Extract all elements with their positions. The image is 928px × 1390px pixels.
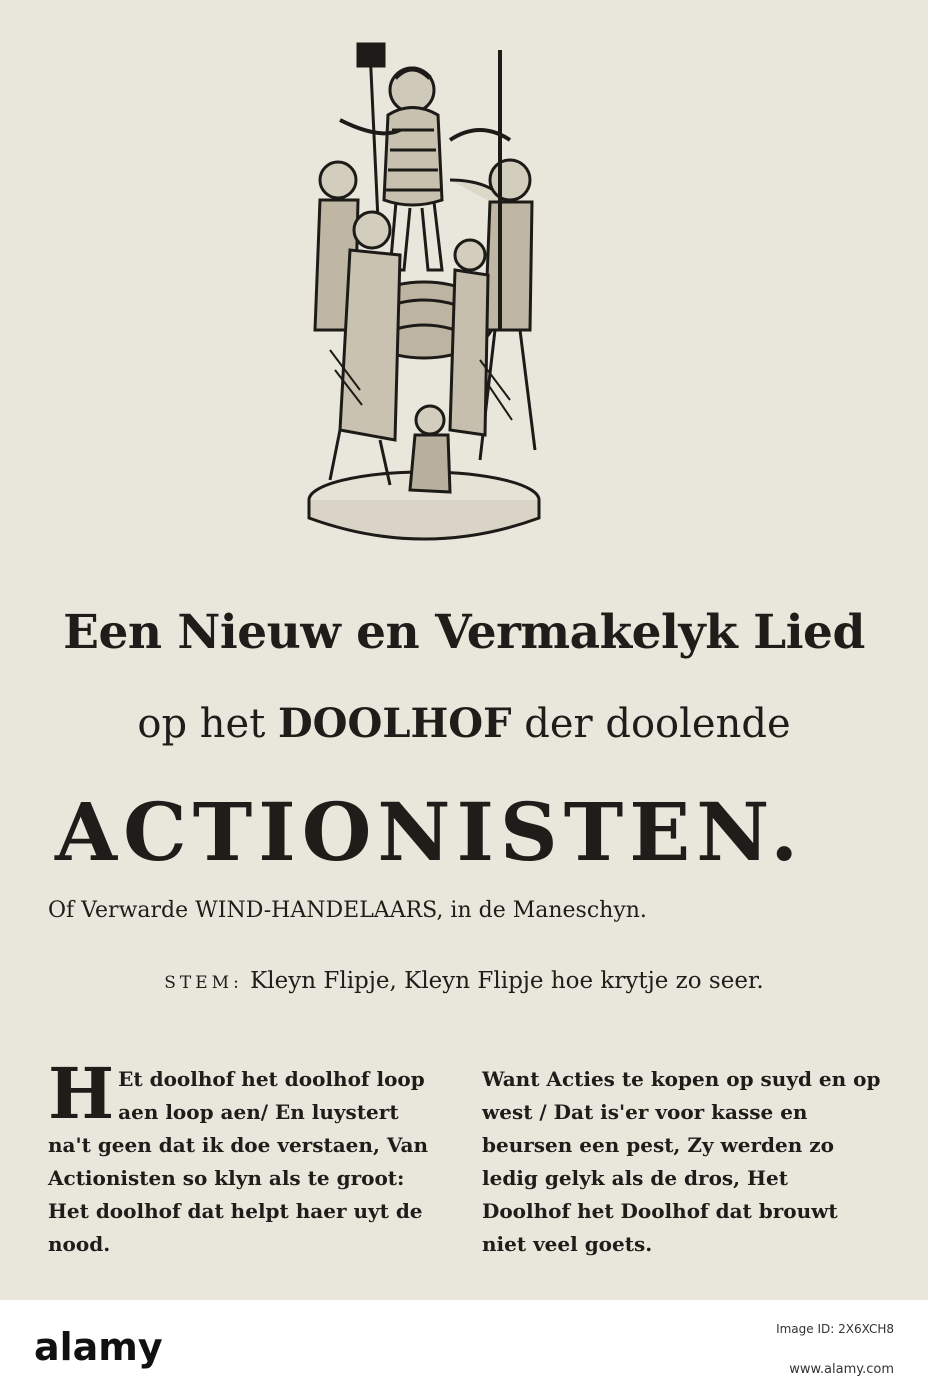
watermark-url: www.alamy.com xyxy=(789,1362,894,1377)
tune-text: Kleyn Flipje, Kleyn Flipje hoe krytje zo seer. xyxy=(242,968,764,994)
title-line-2-prefix: op het xyxy=(137,701,278,747)
tune-line xyxy=(0,968,928,994)
title-line-3: ACTIONISTEN. xyxy=(55,785,805,879)
subtitle: Of Verwarde WIND-HANDELAARS, in de Maneschyn. xyxy=(48,898,647,923)
title-line-2-doolhof: DOOLHOF xyxy=(277,700,512,747)
watermark-logo: alamy xyxy=(34,1325,163,1369)
woodcut-illustration xyxy=(300,30,548,550)
title-line-2 xyxy=(0,700,928,747)
verse-left xyxy=(48,1052,448,1261)
tune-label: STEM: xyxy=(164,973,243,993)
watermark-image-id: Image ID: 2X6XCH8 xyxy=(776,1322,894,1336)
title-line-1: Een Nieuw en Vermakelyk Lied xyxy=(63,605,865,660)
verse-right-text: Want Acties te kopen op suyd en op west / Dat is'er voor kasse en beursen een pest, Zy werden zo ledig gelyk als de dros, Het Doolhof het Doolhof dat brouwt niet veel goets. xyxy=(482,1067,881,1256)
verse-right xyxy=(482,1063,882,1261)
verse-left-text: Et doolhof het doolhof loop aen loop aen/ En luystert na't geen dat ik doe verstaen, Van Actionisten so klyn als te groot: Het doolhof dat helpt haer uyt de nood. xyxy=(48,1067,429,1256)
drop-cap: H xyxy=(48,1052,115,1135)
title-line-2-suffix: der doolende xyxy=(511,701,791,747)
